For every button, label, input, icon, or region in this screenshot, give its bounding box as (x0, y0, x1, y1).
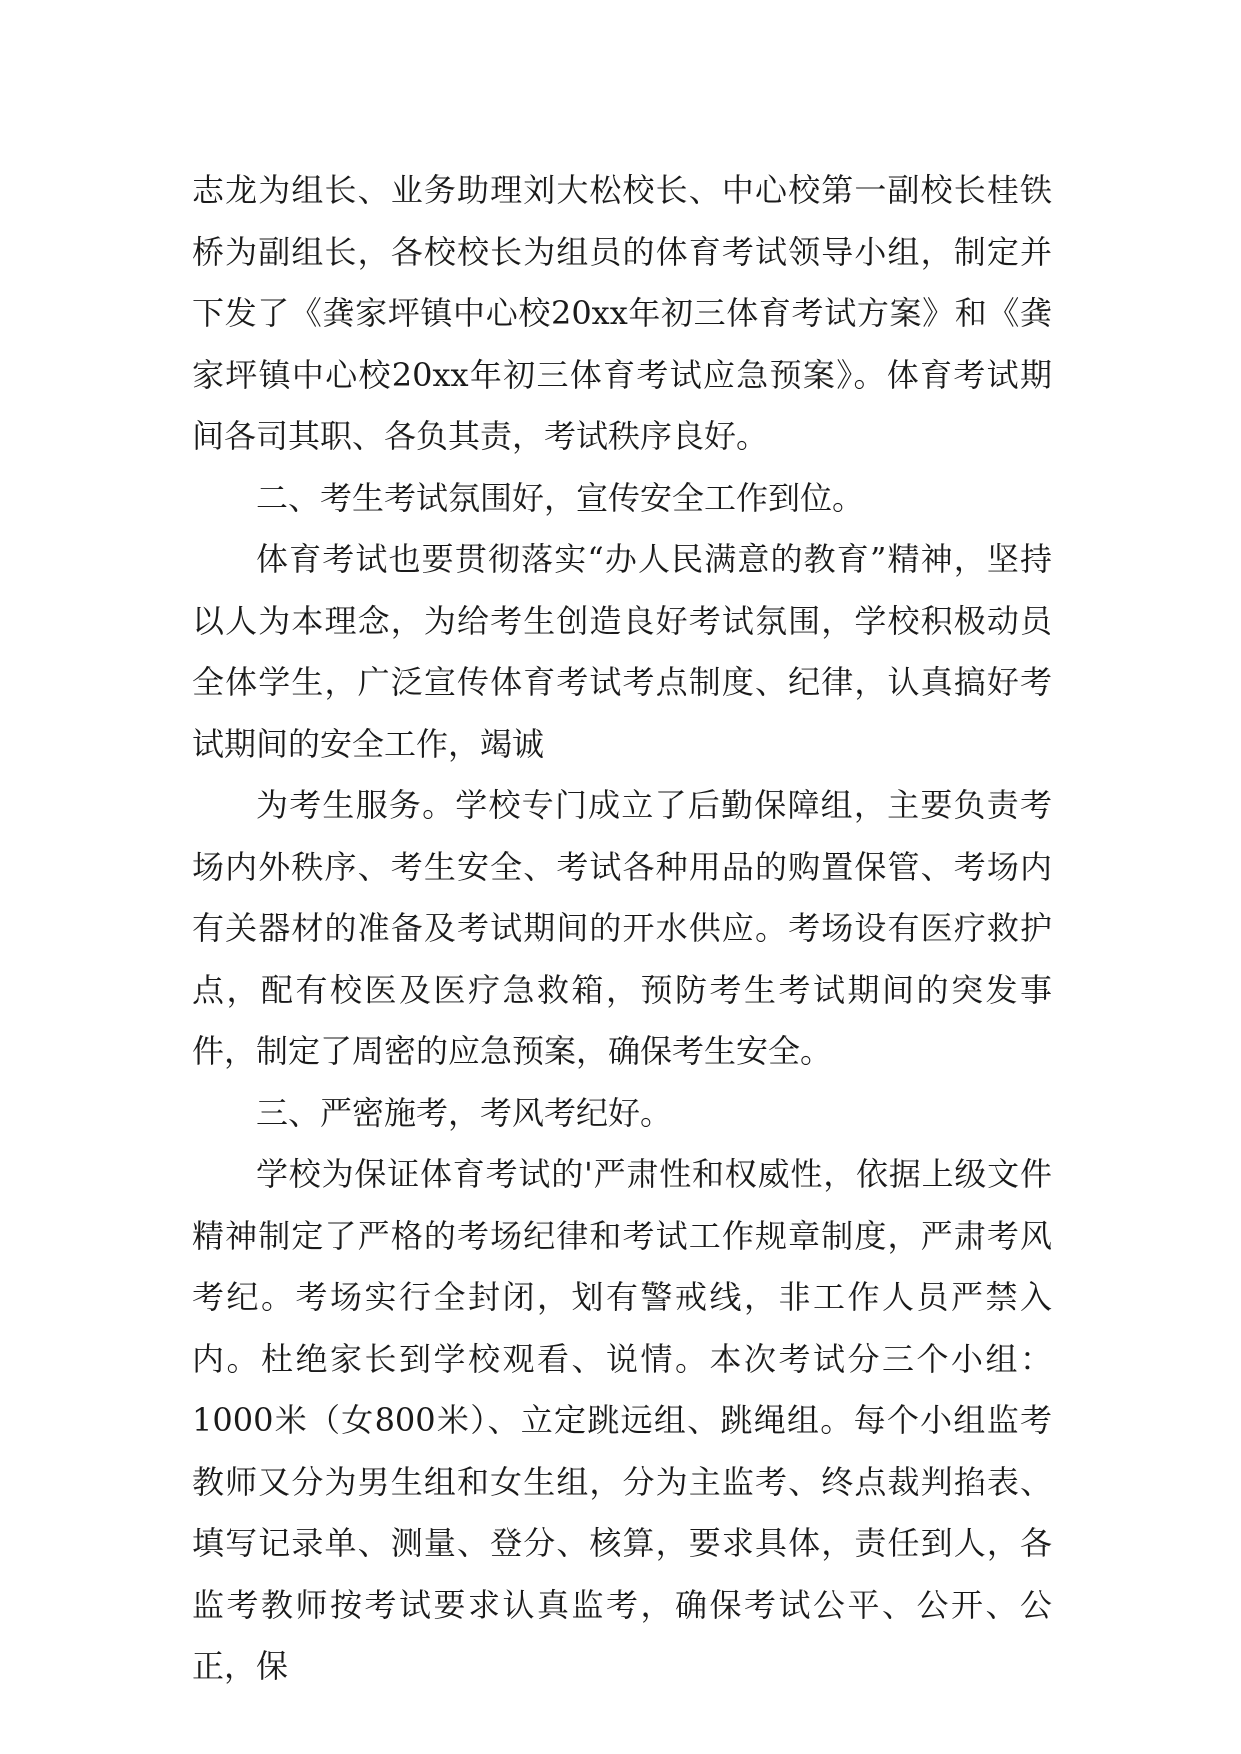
section-heading-3: 三、严密施考，考风考纪好。 (256, 1093, 673, 1132)
section-heading-2: 二、考生考试氛围好，宣传安全工作到位。 (256, 478, 865, 517)
document-body (192, 160, 1052, 1698)
paragraph-3: 体育考试也要贯彻落实“办人民满意的教育”精神，坚持以人为本理念，为给考生创造良好考试氛围，学校积极动员全体学生，广泛宣传体育考试考点制度、纪律，认真搞好考试期间的安全工作，竭诚 (192, 540, 1052, 763)
paragraph-1: 志龙为组长、业务助理刘大松校长、中心校第一副校长桂铁桥为副组长，各校校长为组员的体育考试领导小组，制定并下发了《龚家坪镇中心校20xx年初三体育考试方案》和《龚家坪镇中心校20xx年初三体育考试应急预案》。体育考试期间各司其职、各负其责，考试秩序良好。 (192, 171, 1052, 455)
paragraph-4: 为考生服务。学校专门成立了后勤保障组，主要负责考场内外秩序、考生安全、考试各种用品的购置保管、考场内有关器材的准备及考试期间的开水供应。考场设有医疗救护点，配有校医及医疗急救箱，预防考生考试期间的突发事件，制定了周密的应急预案，确保考生安全。 (192, 786, 1052, 1070)
paragraph-6: 学校为保证体育考试的'严肃性和权威性，依据上级文件精神制定了严格的考场纪律和考试工作规章制度，严肃考风考纪。考场实行全封闭，划有警戒线，非工作人员严禁入内。杜绝家长到学校观看、说情。本次考试分三个小组：1000米（女800米）、立定跳远组、跳绳组。每个小组监考教师又分为男生组和女生组，分为主监考、终点裁判掐表、填写记录单、测量、登分、核算，要求具体，责任到人，各监考教师按考试要求认真监考，确保考试公平、公开、公正，保 (192, 1155, 1052, 1685)
